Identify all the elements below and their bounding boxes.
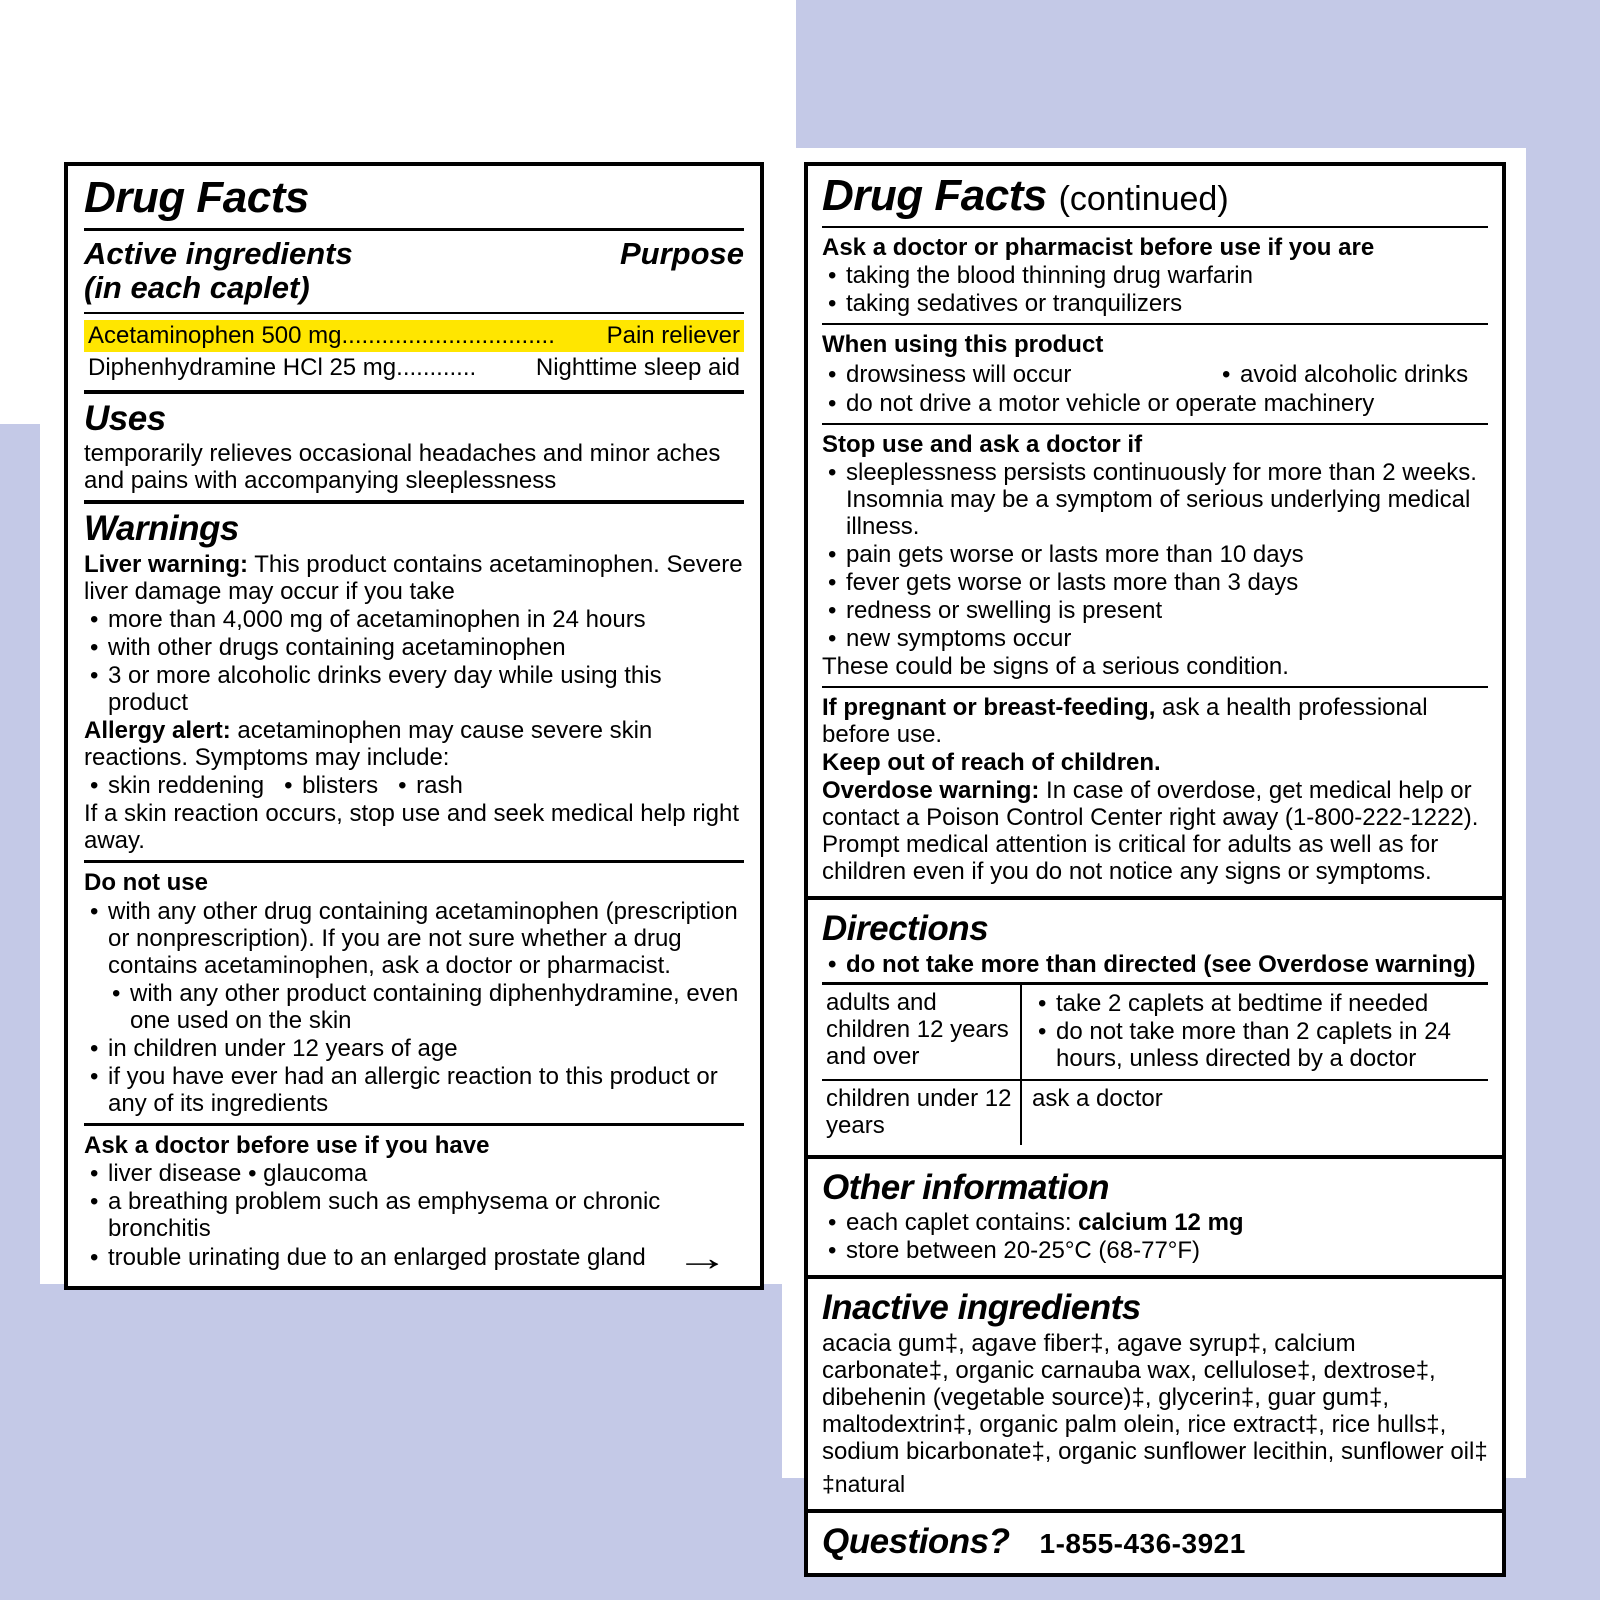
divider <box>84 312 744 314</box>
other-information-box <box>804 1155 1506 1280</box>
list-item: • liver disease • glaucoma <box>84 1160 744 1187</box>
list-item: • with any other drug containing acetaminophen (prescription or nonprescription). If you are not sure whether a drug contains acetaminophen, ask a doctor or pharmacist. <box>84 898 744 979</box>
questions-row <box>822 1519 1488 1564</box>
drug-facts-title: Drug Facts <box>84 173 309 222</box>
list-item: • pain gets worse or lasts more than 10 days <box>822 541 1488 568</box>
divider <box>84 390 744 394</box>
uses-heading: Uses <box>84 398 166 438</box>
dosage-group: adults and children 12 years and over <box>826 988 1009 1070</box>
continued-arrow-icon: → <box>675 1237 729 1279</box>
ingredient-row-diphenhydramine <box>84 352 744 384</box>
list-item: • taking sedatives or tranquilizers <box>822 290 1488 317</box>
table-row <box>822 985 1488 1079</box>
list-item: • do not take more than 2 caplets in 24 hours, unless directed by a doctor <box>1032 1018 1482 1072</box>
list-item: • trouble urinating due to an enlarged prostate gland <box>84 1244 646 1271</box>
continued-label: (continued) <box>1058 180 1229 218</box>
drug-facts-panel-left <box>64 162 764 1290</box>
list-item: • take 2 caplets at bedtime if needed <box>1032 990 1482 1017</box>
list-item: • blisters <box>278 772 378 799</box>
directions-table <box>822 982 1488 1145</box>
list-item: • drowsiness will occur <box>822 361 1216 388</box>
keep-out-of-reach: Keep out of reach of children. <box>822 749 1161 777</box>
list-item: • store between 20-25°C (68-77°F) <box>822 1237 1488 1264</box>
list-item: • a breathing problem such as emphysema or chronic bronchitis <box>84 1188 744 1242</box>
list-item: • each caplet contains: calcium 12 mg <box>822 1209 1488 1236</box>
ask-pharmacist-heading: Ask a doctor or pharmacist before use if you are <box>822 233 1375 261</box>
allergy-followup: If a skin reaction occurs, stop use and seek medical help right away. <box>84 799 740 854</box>
divider <box>84 860 744 863</box>
overdose-warning: Overdose warning: In case of overdose, get medical help or contact a Poison Control Center right away (1-800-222-1222). Prompt medical attention is critical for adults as well as for children even if you do not notice any signs or symptoms. <box>822 777 1479 886</box>
divider <box>84 228 744 231</box>
purpose-heading: Purpose <box>619 235 744 271</box>
questions-heading: Questions? <box>822 1521 1010 1561</box>
directions-box <box>804 896 1506 1159</box>
divider <box>822 423 1488 425</box>
warnings-heading: Warnings <box>84 509 239 549</box>
active-ingredients-heading: Active ingredients (in each caplet) <box>84 235 353 306</box>
ask-doctor-heading: Ask a doctor before use if you have <box>84 1131 490 1159</box>
questions-box <box>804 1509 1506 1578</box>
stop-use-footer: These could be signs of a serious condition. <box>822 653 1289 681</box>
dosage-instructions: ask a doctor <box>1020 1081 1488 1145</box>
list-item: • rash <box>392 772 463 799</box>
inactive-ingredients-list: acacia gum‡, agave fiber‡, agave syrup‡, calcium carbonate‡, organic carnauba wax, cellulose‡, dextrose‡, dibehenin (vegetable source)‡, glycerin‡, guar gum‡, maltodextrin‡, organic palm olein, rice extract‡, rice hulls‡, sodium bicarbonate‡, organic sunflower lecithin, sunflower oil‡ <box>822 1329 1488 1465</box>
list-item: • if you have ever had an allergic reaction to this product or any of its ingredients <box>84 1063 744 1117</box>
ingredient-name: Acetaminophen 500 mg <box>88 321 342 349</box>
allergy-alert: Allergy alert: acetaminophen may cause severe skin reactions. Symptoms may include: <box>84 716 653 771</box>
list-item: • with other drugs containing acetaminophen <box>84 634 744 661</box>
other-information-heading: Other information <box>822 1167 1110 1207</box>
list-item: • avoid alcoholic drinks <box>1216 361 1468 388</box>
drug-facts-continued-title: Drug Facts (continued) <box>822 171 1229 220</box>
directions-note: • do not take more than directed (see Overdose warning) <box>822 951 1488 978</box>
questions-phone-number: 1-855-436-3921 <box>1039 1527 1246 1559</box>
divider <box>84 500 744 504</box>
divider <box>84 1123 744 1126</box>
active-ingredients-header <box>84 237 744 306</box>
continued-warnings-box <box>804 162 1506 900</box>
ingredient-row-acetaminophen <box>84 320 744 352</box>
pregnancy-warning: If pregnant or breast-feeding, ask a health professional before use. <box>822 694 1428 749</box>
table-row <box>822 1079 1488 1145</box>
list-item: • sleeplessness persists continuously for more than 2 weeks. Insomnia may be a symptom of serious underlying medical illness. <box>822 459 1488 540</box>
ingredient-purpose: Pain reliever <box>606 321 740 349</box>
when-using-row <box>822 360 1488 389</box>
leader-dots: ............ <box>396 353 477 381</box>
list-item: • new symptoms occur <box>822 625 1488 652</box>
divider <box>822 323 1488 325</box>
ingredient-purpose: Nighttime sleep aid <box>535 353 740 381</box>
list-item: • more than 4,000 mg of acetaminophen in 24 hours <box>84 606 744 633</box>
liver-warning: Liver warning: This product contains acetaminophen. Severe liver damage may occur if you take <box>84 550 743 605</box>
inactive-ingredients-box <box>804 1275 1506 1513</box>
list-item: • fever gets worse or lasts more than 3 days <box>822 569 1488 596</box>
list-item: • taking the blood thinning drug warfarin <box>822 262 1488 289</box>
ingredient-name: Diphenhydramine HCl 25 mg <box>88 353 397 381</box>
do-not-use-heading: Do not use <box>84 868 208 896</box>
list-item: • redness or swelling is present <box>822 597 1488 624</box>
list-item: • 3 or more alcoholic drinks every day while using this product <box>84 662 744 716</box>
list-item: • with any other product containing diphenhydramine, even one used on the skin <box>106 980 744 1034</box>
natural-footnote: ‡natural <box>822 1470 906 1497</box>
inactive-ingredients-heading: Inactive ingredients <box>822 1288 1141 1328</box>
divider <box>822 226 1488 228</box>
dosage-instructions <box>1020 985 1488 1079</box>
directions-heading: Directions <box>822 909 989 949</box>
leader-dots: ................................ <box>341 321 555 349</box>
when-using-heading: When using this product <box>822 331 1104 359</box>
dosage-group: children under 12 years <box>826 1084 1012 1139</box>
list-item: • do not drive a motor vehicle or operate machinery <box>822 390 1488 417</box>
stop-use-heading: Stop use and ask a doctor if <box>822 430 1143 458</box>
last-bullet-row <box>84 1237 744 1279</box>
list-item: • skin reddening <box>84 772 264 799</box>
uses-body: temporarily relieves occasional headaches and minor aches and pains with accompanying sleeplessness <box>84 440 721 495</box>
list-item: • in children under 12 years of age <box>84 1035 744 1062</box>
allergy-symptoms-list <box>84 772 744 799</box>
drug-facts-panel-right <box>804 162 1506 1577</box>
divider <box>822 686 1488 688</box>
